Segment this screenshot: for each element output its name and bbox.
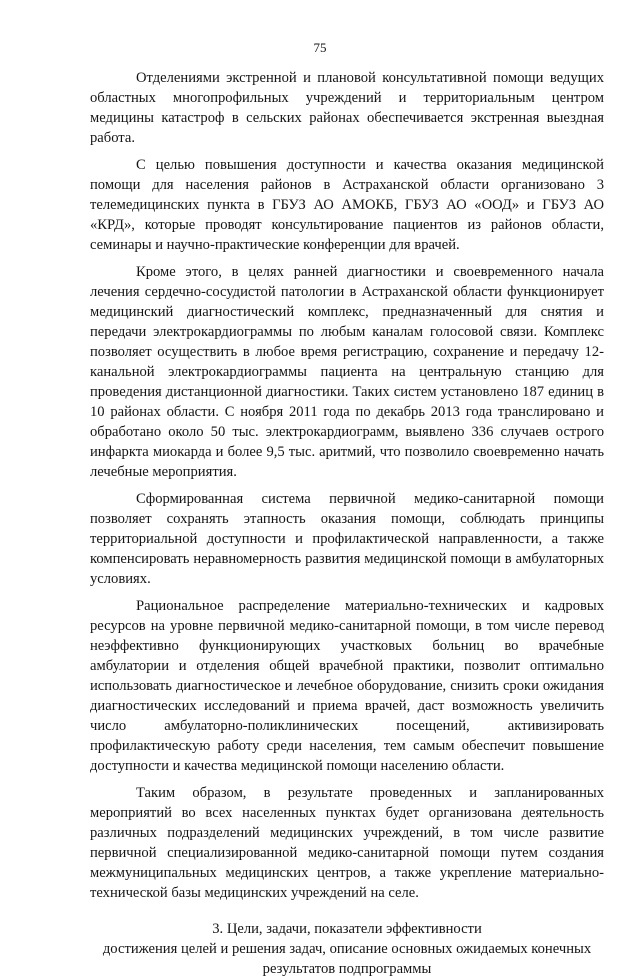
section-heading [90, 919, 604, 979]
section-heading-line-2: достижения целей и решения задач, описание основных ожидаемых конечных результатов подпрограммы [102, 941, 592, 977]
paragraph-conclusion: Таким образом, в результате проведенных и запланированных мероприятий во всех населенных пунктах будет организована деятельность различных подразделений медицинских учреждений, в том числе развитие первичной специализированной медико-санитарной помощи путем создания межмуниципальных медицинских центров, а также укрепление материально-технической базы медицинских учреждений на селе. [90, 785, 604, 901]
paragraph-primary-care-system: Сформированная система первичной медико-санитарной помощи позволяет сохранять этапность оказания помощи, соблюдать принципы территориальной доступности и профилактической направленности, а также компенсировать неравномерность развития медицинской помощи в амбулаторных условиях. [90, 491, 604, 587]
paragraph-telemedicine: С целью повышения доступности и качества оказания медицинской помощи для населения районов в Астраханской области организовано 3 телемедицинских пункта в ГБУЗ АО АМОКБ, ГБУЗ АО «ООД» и ГБУЗ АО «КРД», которые проводят консультирование пациентов из районов области, семинары и научно-практические конференции для врачей. [90, 157, 604, 253]
paragraph-resource-distribution: Рациональное распределение материально-технических и кадровых ресурсов на уровне первичной медико-санитарной помощи, в том числе перевод неэффективно функционирующих участковых больниц во врачебные амбулатории и отделения общей врачебной практики, позволит оптимально использовать диагностическое и лечебное оборудование, снизить сроки ожидания диагностических исследований и приема врачей, даст возможность увеличить число амбулаторно-поликлинических посещений, активизировать профилактическую работу среди населения, тем самым обеспечит повышение доступности и качества медицинской помощи населению области. [90, 598, 604, 774]
section-heading-line-1: 3. Цели, задачи, показатели эффективности [212, 921, 482, 937]
page-number: 75 [313, 40, 327, 55]
paragraph-ecg-complex: Кроме этого, в целях ранней диагностики и своевременного начала лечения сердечно-сосудистой патологии в Астраханской области функционирует медицинский диагностический комплекс, предназначенный для снятия и передачи электрокардиограммы по любым каналам голосовой связи. Комплекс позволяет осуществить в любое время регистрацию, сохранение и передачу 12-канальной электрокардиограммы пациента на центральную станцию для проведения дистанционной диагностики. Таких систем установлено 187 единиц в 10 районах области. С ноября 2011 года по декабрь 2013 года транслировано и обработано около 50 тыс. электрокардиограмм, выявлено 336 случаев острого инфаркта миокарда и более 9,5 тыс. аритмий, что позволило своевременно начать лечебные мероприятия. [90, 264, 604, 480]
document-body [90, 68, 604, 979]
paragraph-emergency-care: Отделениями экстренной и плановой консультативной помощи ведущих областных многопрофильных учреждений и территориальным центром медицины катастроф в сельских районах обеспечивается экстренная выездная работа. [90, 70, 604, 146]
